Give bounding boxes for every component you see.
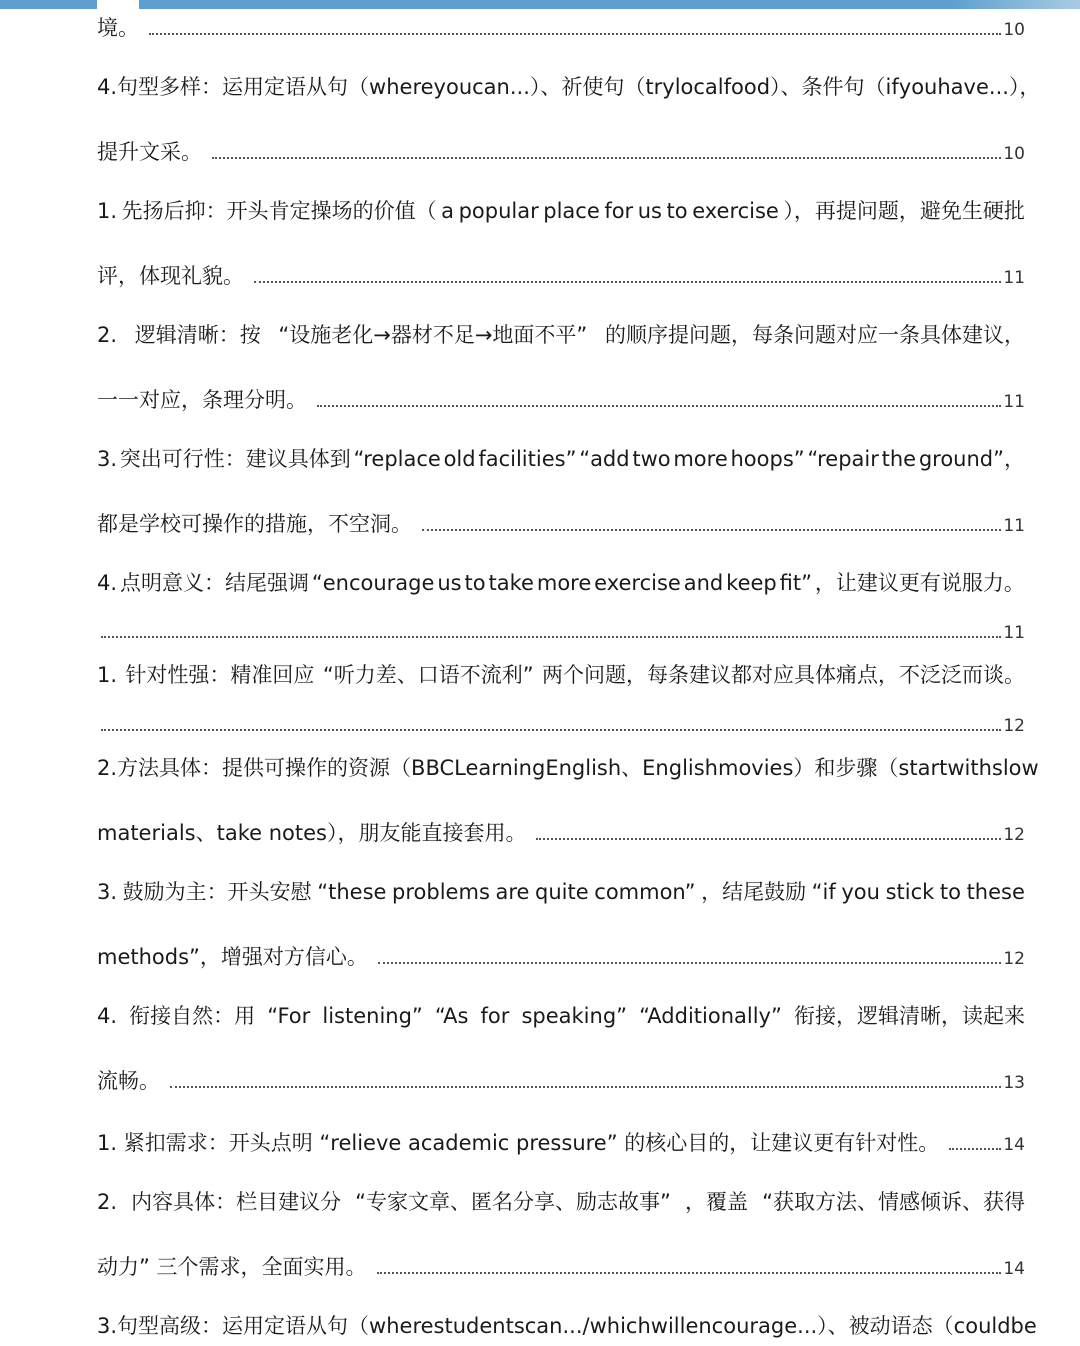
toc-text-segment: local: [674, 75, 724, 99]
toc-leader-line: [97, 608, 1025, 648]
toc-text-segment: listening”: [322, 1004, 423, 1028]
toc-text-segment: you: [841, 880, 880, 904]
toc-text-segment: 点明意义：结尾强调: [119, 571, 309, 595]
toc-entry-text: 一一对应，条理分明。: [97, 388, 307, 412]
toc-text-segment: 3.: [97, 880, 118, 904]
toc-text-segment: fit”: [779, 571, 813, 595]
toc-text-segment: a: [441, 199, 455, 223]
toc-text-segment: 2.: [97, 756, 118, 780]
toc-text-segment: have...: [937, 75, 1009, 99]
toc-text-segment: ）、祈使句（: [529, 75, 646, 99]
toc-text-segment: ，结尾鼓励: [701, 880, 807, 904]
toc-leader-line: [97, 377, 1025, 417]
toc-leader-line: [97, 934, 1025, 974]
page-number: 11: [1003, 268, 1025, 288]
toc-text-segment: 先扬后抑：开头肯定操场的价值（: [121, 199, 437, 223]
toc-entry-text: 境。: [97, 16, 139, 40]
toc-text-segment: can...: [472, 75, 530, 99]
toc-text-segment: 衔接，逻辑清晰，读起来: [793, 1004, 1025, 1028]
toc-text-segment: “repair: [807, 447, 879, 471]
toc-text-line: [97, 191, 1025, 231]
toc-text-segment: “As: [434, 1004, 469, 1028]
toc-text-line: [97, 996, 1025, 1036]
toc-text-segment: 衔接自然：用: [129, 1004, 256, 1028]
toc-text-segment: “For: [267, 1004, 311, 1028]
toc-entry-text: 动力” 三个需求，全面实用。: [97, 1255, 367, 1279]
toc-text-segment: students: [433, 1314, 525, 1338]
dot-leader: [422, 501, 1001, 531]
toc-text-segment: “encourage: [311, 571, 435, 595]
toc-text-segment: 3.: [97, 1314, 118, 1338]
toc-text-segment: “if: [811, 880, 836, 904]
toc-entry-text: 流畅。: [97, 1069, 160, 1093]
toc-text-segment: 4.: [97, 571, 118, 595]
toc-text-segment: you: [898, 75, 938, 99]
dot-leader: [170, 1058, 1001, 1088]
toc-text-segment: to: [464, 571, 486, 595]
toc-text-line: [97, 872, 1025, 912]
dot-leader: [254, 253, 1001, 283]
toc-text-segment: BBC: [411, 756, 455, 780]
toc-text-segment: be: [1010, 1314, 1037, 1338]
toc-text-segment: 1.: [97, 663, 118, 687]
dot-leader: [377, 1244, 1002, 1274]
toc-text-segment: 3.: [97, 447, 118, 471]
toc-text-segment: ）、被动语态（: [817, 1314, 954, 1338]
toc-leader-line: [97, 701, 1025, 741]
toc-text-segment: 4.: [97, 1004, 118, 1028]
toc-text-line: [97, 67, 1041, 107]
toc-text-segment: these: [966, 880, 1025, 904]
toc-text-segment: ）、条件句（: [770, 75, 886, 99]
toc-text-segment: hoops”: [730, 447, 805, 471]
toc-leader-line: [97, 1058, 1025, 1098]
toc-text-segment: Learning: [454, 756, 546, 780]
toc-text-segment: “设施老化→器材不足→地面不平”: [278, 323, 588, 347]
toc-text-segment: more: [673, 447, 728, 471]
toc-text-segment: can.../which: [524, 1314, 651, 1338]
toc-text-segment: 句型高级：运用定语从句（: [117, 1314, 370, 1338]
toc-text-segment: 两个问题，每条建议都对应具体痛点，不泛泛而谈。: [541, 663, 1025, 687]
toc-text-segment: “add: [579, 447, 630, 471]
toc-text-line: [97, 1306, 1037, 1346]
toc-text-segment: for: [604, 199, 634, 223]
toc-text-line: [97, 655, 1025, 695]
toc-text-segment: stick: [885, 880, 935, 904]
toc-text-segment: are: [495, 880, 530, 904]
toc-text-segment: more: [536, 571, 592, 595]
toc-text-segment: to: [939, 880, 961, 904]
toc-leader-line: [97, 501, 1025, 541]
toc-text-segment: “replace: [353, 447, 441, 471]
toc-leader-line: [97, 129, 1025, 169]
toc-text-segment: exercise: [594, 571, 681, 595]
dot-leader: [536, 810, 1001, 840]
page-number: 10: [1003, 144, 1025, 164]
toc-text-segment: try: [645, 75, 675, 99]
toc-text-segment: start: [898, 756, 948, 780]
page-number: 11: [1003, 392, 1025, 412]
toc-text-segment: take: [488, 571, 534, 595]
toc-text-segment: speaking”: [521, 1004, 628, 1028]
toc-text-segment: popular: [458, 199, 539, 223]
toc-text-segment: exercise: [692, 199, 779, 223]
toc-leader-line: [97, 1120, 1025, 1160]
page-number: 14: [1003, 1259, 1025, 1279]
toc-text-segment: “获取方法、情感倾诉、获得: [762, 1190, 1025, 1214]
toc-leader-line: [97, 5, 1025, 45]
toc-text-segment: us: [637, 199, 662, 223]
page-number: 11: [1003, 516, 1025, 536]
toc-text-segment: 的顺序提问题，每条问题对应一条具体建议，: [604, 323, 1025, 347]
toc-text-line: [97, 439, 1025, 479]
page-number: 13: [1003, 1073, 1025, 1093]
toc-text-segment: “these: [317, 880, 387, 904]
dot-leader: [101, 608, 1001, 638]
toc-text-segment: ，覆盖: [685, 1190, 748, 1214]
toc-text-segment: “专家文章、匿名分享、励志故事”: [355, 1190, 671, 1214]
dot-leader: [949, 1120, 1001, 1150]
toc-leader-line: [97, 810, 1025, 850]
toc-text-segment: 句型多样：运用定语从句（: [117, 75, 370, 99]
toc-text-segment: 鼓励为主：开头安慰: [122, 880, 312, 904]
toc-text-segment: English、English: [545, 756, 718, 780]
toc-text-segment: ，让建议更有说服力。: [814, 571, 1025, 595]
toc-entry-text: 1. 紧扣需求：开头点明 “relieve academic pressure” 的核心目的，让建议更有针对性。: [97, 1131, 940, 1155]
toc-text-segment: food: [723, 75, 771, 99]
toc-text-segment: 2.: [97, 1190, 118, 1214]
toc-text-segment: 方法具体：提供可操作的资源（: [117, 756, 412, 780]
toc-text-segment: if: [885, 75, 899, 99]
toc-text-line: [97, 315, 1025, 355]
toc-entry-text: 评，体现礼貌。: [97, 264, 244, 288]
toc-text-segment: 1.: [97, 199, 118, 223]
toc-text-segment: ），再提问题，避免生硬批: [783, 199, 1025, 223]
toc-text-segment: keep: [726, 571, 777, 595]
dot-leader: [212, 129, 1001, 159]
toc-text-segment: ）和步骤（: [793, 756, 899, 780]
dot-leader: [317, 377, 1001, 407]
toc-text-segment: where: [369, 75, 434, 99]
toc-text-segment: where: [369, 1314, 434, 1338]
dot-leader: [378, 934, 1001, 964]
dot-leader: [101, 701, 1001, 731]
page-number: 14: [1003, 1135, 1025, 1155]
page-number: 12: [1003, 949, 1025, 969]
toc-text-segment: encourage...: [685, 1314, 818, 1338]
toc-text-segment: ground”，: [918, 447, 1025, 471]
toc-text-segment: 2.: [97, 323, 118, 347]
dot-leader: [149, 5, 1001, 35]
toc-text-segment: facilities”: [478, 447, 577, 471]
toc-text-segment: ），: [1008, 75, 1041, 99]
toc-text-segment: 4.: [97, 75, 118, 99]
toc-text-segment: with: [947, 756, 992, 780]
toc-text-segment: 针对性强：精准回应: [125, 663, 315, 687]
toc-text-segment: place: [543, 199, 600, 223]
toc-text-line: [97, 563, 1025, 603]
page-number: 11: [1003, 623, 1025, 643]
toc-text-segment: 逻辑清晰：按: [134, 323, 261, 347]
toc-text-segment: slow: [991, 756, 1039, 780]
toc-text-segment: to: [666, 199, 688, 223]
toc-text-segment: common”: [594, 880, 696, 904]
toc-text-line: [97, 748, 1039, 788]
toc-text-segment: old: [443, 447, 476, 471]
toc-text-segment: movies: [717, 756, 794, 780]
toc-entry-text: 提升文采。: [97, 140, 202, 164]
toc-entry-text: materials、take notes），朋友能直接套用。: [97, 821, 527, 845]
toc-text-segment: us: [437, 571, 462, 595]
toc-text-segment: will: [650, 1314, 686, 1338]
toc-text-segment: “Additionally”: [639, 1004, 782, 1028]
toc-text-segment: two: [632, 447, 671, 471]
toc-text-segment: and: [683, 571, 724, 595]
toc-text-segment: “听力差、口语不流利”: [322, 663, 534, 687]
toc-entry-text: 都是学校可操作的措施，不空洞。: [97, 512, 412, 536]
toc-text-segment: 突出可行性：建议具体到: [119, 447, 351, 471]
toc-text-segment: quite: [535, 880, 589, 904]
page-number: 12: [1003, 716, 1025, 736]
page-number: 10: [1003, 20, 1025, 40]
toc-text-segment: you: [433, 75, 473, 99]
toc-text-segment: could: [953, 1314, 1011, 1338]
page-number: 12: [1003, 825, 1025, 845]
toc-text-segment: for: [480, 1004, 510, 1028]
toc-text-segment: problems: [392, 880, 490, 904]
toc-entry-text: methods”，增强对方信心。: [97, 945, 368, 969]
toc-text-line: [97, 1182, 1025, 1222]
toc-leader-line: [97, 1244, 1025, 1284]
toc-leader-line: [97, 253, 1025, 293]
toc-text-segment: the: [881, 447, 917, 471]
toc-text-segment: 内容具体：栏目建议分: [131, 1190, 342, 1214]
